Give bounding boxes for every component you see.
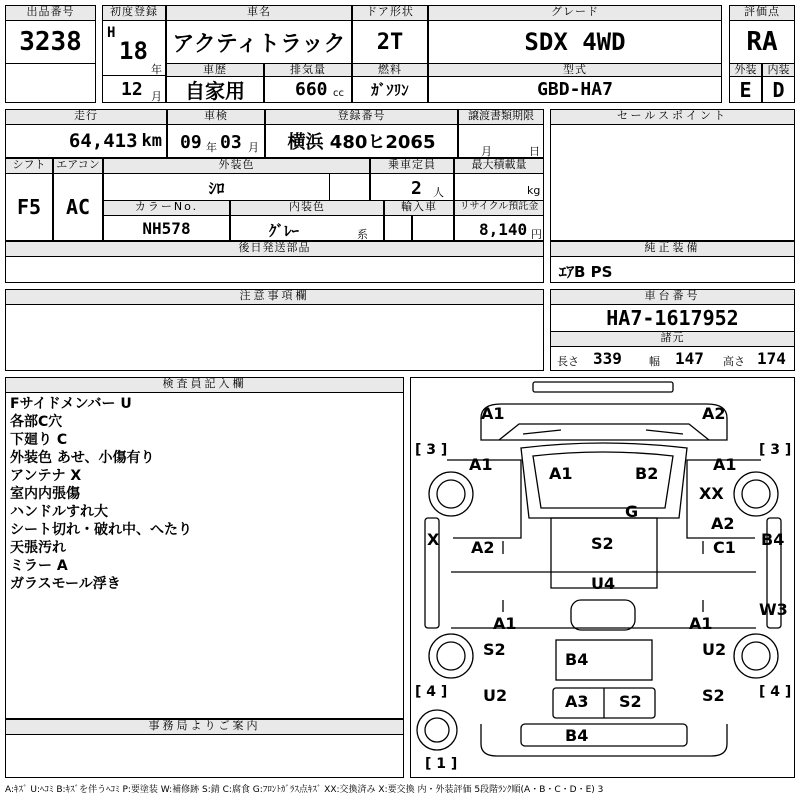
mileage-label: 走行 xyxy=(5,109,167,125)
displacement-label: 排気量 xyxy=(264,63,352,77)
tag-3-left: [ 3 ] xyxy=(415,442,448,458)
specs-label: 諸元 xyxy=(550,331,795,347)
fuel-value: ｶﾞｿﾘﾝ xyxy=(352,76,428,103)
inspection-month: 03 xyxy=(220,132,242,153)
int-color-value: ｸﾞﾚｰ xyxy=(269,222,300,240)
inspector-line: ガラスモール浮き xyxy=(10,576,121,592)
car-name-label: 車名 xyxy=(166,5,352,21)
mileage-unit: km xyxy=(141,131,162,151)
damage-code: S2 xyxy=(702,686,725,705)
recycle-value: 8,140 xyxy=(479,220,528,239)
first-reg-year-box xyxy=(102,20,166,76)
transfer-month-unit: 月 xyxy=(481,145,492,158)
max-load-label: 最大積載量 xyxy=(454,158,544,174)
damage-code: A1 xyxy=(469,455,493,474)
inspection-year-unit: 年 xyxy=(206,141,217,154)
mileage-value: 64,413 xyxy=(68,130,138,152)
damage-code: S2 xyxy=(483,640,506,659)
model-label: 型式 xyxy=(428,63,722,77)
interior-grade-label: 内装 xyxy=(762,63,795,77)
era: H xyxy=(107,25,116,41)
height-value: 174 xyxy=(757,349,786,368)
damage-code: X xyxy=(427,530,440,549)
inspector-line: 天張汚れ xyxy=(10,540,66,556)
damage-code: A1 xyxy=(481,404,505,423)
damage-code: XX xyxy=(699,484,724,503)
specs-box xyxy=(550,346,795,371)
ext-color-label: 外装色 xyxy=(103,158,370,174)
score-value: RA xyxy=(729,20,795,64)
transfer-box xyxy=(458,124,544,158)
int-color-box xyxy=(230,215,384,241)
max-load-box xyxy=(454,173,544,201)
reg-no-value: 横浜 480ヒ2065 xyxy=(265,124,458,158)
ac-label: エアコン xyxy=(53,158,103,174)
damage-code: A1 xyxy=(549,464,573,483)
inspection-year: 09 xyxy=(180,132,202,153)
year-unit: 年 xyxy=(151,63,162,76)
grade-label: グレード xyxy=(428,5,722,21)
tag-4-right: [ 4 ] xyxy=(759,684,792,700)
capacity-value: 2 xyxy=(411,178,422,199)
max-load-unit: kg xyxy=(527,184,541,197)
damage-code: U2 xyxy=(702,640,727,659)
later-parts-box xyxy=(5,256,544,283)
vehicle-diagram xyxy=(410,377,795,778)
door-label: ドア形状 xyxy=(352,5,428,21)
damage-code: C1 xyxy=(713,538,736,557)
shift-label: シフト xyxy=(5,158,53,174)
first-reg-month: 12 xyxy=(121,79,143,100)
damage-code: S2 xyxy=(619,692,642,711)
displacement-value: 660 xyxy=(295,79,328,100)
door-value: 2T xyxy=(352,20,428,64)
history-label: 車歴 xyxy=(166,63,264,77)
capacity-label: 乗車定員 xyxy=(370,158,454,174)
capacity-box xyxy=(370,173,454,201)
capacity-unit: 人 xyxy=(433,186,444,199)
car-name: アクティトラック xyxy=(166,20,352,64)
inspector-line: 下廻り C xyxy=(10,432,68,448)
damage-code: A2 xyxy=(702,404,726,423)
damage-code: B2 xyxy=(635,464,659,483)
inspection-month-unit: 月 xyxy=(248,141,259,154)
inspector-line: 各部C穴 xyxy=(10,414,63,430)
mileage-box xyxy=(5,124,167,158)
ac-value: AC xyxy=(53,173,103,241)
office-label: 事務局よりご案内 xyxy=(5,719,404,735)
import-label: 輸入車 xyxy=(384,200,454,216)
inspector-label: 検査員記入欄 xyxy=(5,377,404,393)
first-reg-month-box xyxy=(102,75,166,103)
genuine-equip-value: ｴｱB PS xyxy=(559,263,613,281)
damage-code: A1 xyxy=(689,614,713,633)
inspector-box xyxy=(5,392,404,719)
chassis-value: HA7-1617952 xyxy=(550,304,795,332)
recycle-label: リサイクル預託金 xyxy=(454,200,544,216)
width-value: 147 xyxy=(675,349,704,368)
displacement-unit: cc xyxy=(333,88,344,99)
later-parts-label: 後日発送部品 xyxy=(5,241,544,257)
damage-code: W3 xyxy=(759,600,788,619)
inspector-line: 室内内張傷 xyxy=(10,486,80,502)
ext-color-value: ｼﾛ xyxy=(208,178,225,198)
inspector-line: シート切れ・破れ中、へたり xyxy=(10,522,192,538)
damage-code: A1 xyxy=(713,455,737,474)
length-label: 長さ xyxy=(557,355,579,368)
int-color-label: 内装色 xyxy=(230,200,384,216)
shift-value: F5 xyxy=(5,173,53,241)
chassis-label: 車台番号 xyxy=(550,289,795,305)
sales-point-box xyxy=(550,124,795,241)
inspector-line: アンテナ X xyxy=(10,468,82,484)
recycle-unit: 円 xyxy=(531,228,542,241)
exterior-grade-value: E xyxy=(729,76,762,103)
damage-code: U2 xyxy=(483,686,508,705)
score-label: 評価点 xyxy=(729,5,795,21)
notes-label: 注意事項欄 xyxy=(5,289,544,305)
tag-3-right: [ 3 ] xyxy=(759,442,792,458)
genuine-equip-label: 純正装備 xyxy=(550,241,795,257)
grade-value: SDX 4WD xyxy=(428,20,722,64)
displacement-box xyxy=(264,76,352,103)
inspector-line: Fサイドメンバー U xyxy=(10,396,132,412)
inspector-line: ハンドルすれ大 xyxy=(10,504,108,520)
damage-code: A3 xyxy=(565,692,589,711)
color-no-value: NH578 xyxy=(103,215,230,241)
tag-1: [ 1 ] xyxy=(425,756,458,772)
inspection-box xyxy=(167,124,265,158)
legend: A:ｷｽﾞ U:ﾍｺﾐ B:ｷｽﾞを伴うﾍｺﾐ P:要塗装 W:補修跡 S:錆 C:腐食 G:ﾌﾛﾝﾄｶﾞﾗｽ点ｷｽﾞ XX:交換済み X:要交換 内・外装評価 5段階ﾗﾝｸ順(A・B・C・D・E) 3 xyxy=(5,785,604,795)
damage-code: B4 xyxy=(565,650,589,669)
model-value: GBD-HA7 xyxy=(428,76,722,103)
sales-point-label: セールスポイント xyxy=(550,109,795,125)
reg-no-label: 登録番号 xyxy=(265,109,458,125)
import-box-b xyxy=(412,215,454,241)
history-value: 自家用 xyxy=(166,76,264,103)
transfer-day-unit: 日 xyxy=(529,145,540,158)
transfer-label: 譲渡書類期限 xyxy=(458,109,544,125)
first-reg-label: 初度登録 xyxy=(102,5,166,21)
first-reg-year: 18 xyxy=(119,37,148,65)
ext-color-sub xyxy=(329,173,370,201)
damage-code: S2 xyxy=(591,534,614,553)
tag-4-left: [ 4 ] xyxy=(415,684,448,700)
damage-code: A2 xyxy=(471,538,495,557)
damage-code: B4 xyxy=(761,530,785,549)
genuine-equip-box xyxy=(550,256,795,283)
lot-number: 3238 xyxy=(5,20,96,64)
damage-code: A1 xyxy=(493,614,517,633)
interior-grade-value: D xyxy=(762,76,795,103)
int-color-unit: 系 xyxy=(357,228,368,241)
damage-code: B4 xyxy=(565,726,589,745)
damage-code: U4 xyxy=(591,574,616,593)
month-unit: 月 xyxy=(151,90,162,103)
height-label: 高さ xyxy=(723,355,745,368)
lot-label: 出品番号 xyxy=(5,5,96,21)
fuel-label: 燃料 xyxy=(352,63,428,77)
color-no-label: カラーNo. xyxy=(103,200,230,216)
damage-code: G xyxy=(625,502,639,521)
office-box xyxy=(5,734,404,778)
length-value: 339 xyxy=(593,349,622,368)
damage-code: A2 xyxy=(711,514,735,533)
width-label: 幅 xyxy=(649,355,660,368)
recycle-box xyxy=(454,215,544,241)
inspector-line: ミラー A xyxy=(10,558,68,574)
inspection-label: 車検 xyxy=(167,109,265,125)
inspector-line: 外装色 あせ、小傷有り xyxy=(10,450,155,466)
exterior-grade-label: 外装 xyxy=(729,63,762,77)
notes-box xyxy=(5,304,544,371)
lot-blank xyxy=(5,63,96,103)
import-box-a xyxy=(384,215,412,241)
